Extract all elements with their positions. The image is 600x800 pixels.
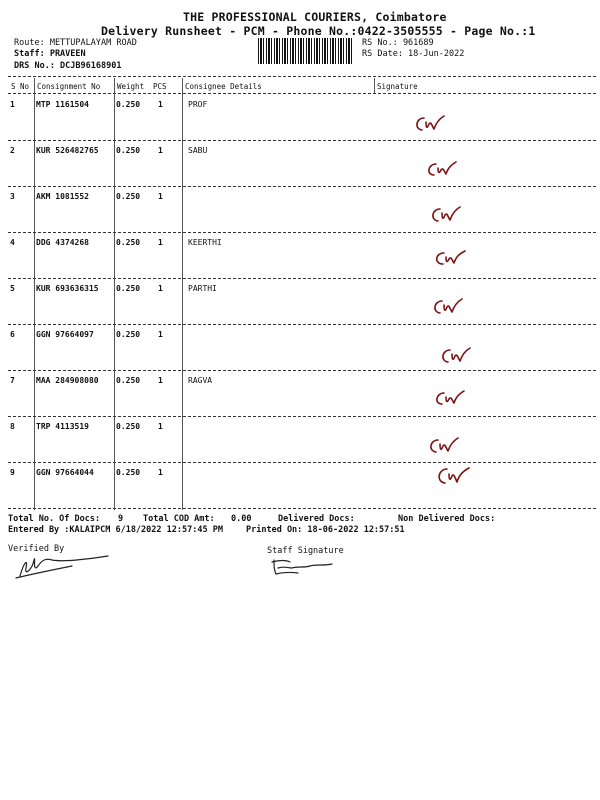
- drs-number: DRS No.: DCJB96168901: [14, 61, 122, 71]
- signature-mark-row-4: [432, 247, 476, 269]
- row-weight: 0.250: [116, 422, 141, 431]
- row-separator: [8, 232, 596, 233]
- row-pcs: 1: [158, 468, 163, 477]
- staff-signature-label: Staff Signature: [267, 546, 344, 556]
- row-consignment: GGN 97664097: [36, 330, 94, 339]
- rs-date: RS Date: 18-Jun-2022: [362, 49, 465, 59]
- row-weight: 0.250: [116, 192, 141, 201]
- row-separator: [8, 140, 596, 141]
- company-title: THE PROFESSIONAL COURIERS, Coimbatore: [183, 10, 447, 24]
- row-consignment: MAA 284908080: [36, 376, 99, 385]
- row-separator: [8, 462, 596, 463]
- row-consignment: GGN 97664044: [36, 468, 94, 477]
- signature-mark-row-1: [412, 113, 456, 135]
- col-header-weight: Weight: [117, 82, 145, 91]
- row-consignee: PARTHI: [188, 284, 217, 293]
- row-consignment: KUR 693636315: [36, 284, 99, 293]
- row-separator: [8, 278, 596, 279]
- row-sno: 9: [10, 468, 15, 477]
- signature-mark-row-5: [430, 296, 474, 318]
- row-sno: 4: [10, 238, 15, 247]
- row-consignee: RAGVA: [188, 376, 213, 385]
- row-consignee: SABU: [188, 146, 208, 155]
- table-header-rule: [8, 93, 596, 94]
- barcode-image: [258, 38, 354, 64]
- col-header-sno: S No: [11, 82, 30, 91]
- non-delivered-docs-label: Non Delivered Docs:: [398, 514, 496, 524]
- row-pcs: 1: [158, 146, 163, 155]
- table-top-rule: [8, 76, 596, 77]
- row-pcs: 1: [158, 192, 163, 201]
- row-weight: 0.250: [116, 468, 141, 477]
- signature-mark-row-9: [434, 464, 482, 488]
- entered-by: Entered By :KALAIPCM 6/18/2022 12:57:45 PM: [8, 525, 223, 535]
- verifier-signature: [12, 552, 112, 582]
- row-sno: 5: [10, 284, 15, 293]
- printed-on: Printed On: 18-06-2022 12:57:51: [246, 525, 405, 535]
- row-separator: [8, 416, 596, 417]
- col-header-consignment: Consignment No: [37, 82, 101, 91]
- total-cod-value: 0.00: [231, 514, 252, 524]
- row-sno: 8: [10, 422, 15, 431]
- row-weight: 0.250: [116, 284, 141, 293]
- row-weight: 0.250: [116, 146, 141, 155]
- rs-number: RS No.: 961689: [362, 38, 434, 48]
- row-sno: 2: [10, 146, 15, 155]
- row-weight: 0.250: [116, 100, 141, 109]
- row-sno: 6: [10, 330, 15, 339]
- row-weight: 0.250: [116, 330, 141, 339]
- row-pcs: 1: [158, 284, 163, 293]
- signature-mark-row-7: [432, 387, 476, 409]
- row-consignment: KUR 526482765: [36, 146, 99, 155]
- row-separator: [8, 508, 596, 509]
- delivered-docs-label: Delivered Docs:: [278, 514, 355, 524]
- col-header-consignee: Consignee Details: [185, 82, 262, 91]
- route-label: Route: METTUPALAYAM ROAD: [14, 38, 137, 48]
- staff-signature: [268, 556, 338, 578]
- row-pcs: 1: [158, 376, 163, 385]
- row-weight: 0.250: [116, 238, 141, 247]
- row-weight: 0.250: [116, 376, 141, 385]
- row-consignment: MTP 1161504: [36, 100, 89, 109]
- col-header-signature: Signature: [377, 82, 418, 91]
- runsheet-subtitle: Delivery Runsheet - PCM - Phone No.:0422-3505555 - Page No.:1: [101, 24, 536, 38]
- verified-by-label: Verified By: [8, 544, 65, 554]
- row-separator: [8, 324, 596, 325]
- row-sno: 3: [10, 192, 15, 201]
- row-sno: 7: [10, 376, 15, 385]
- row-sno: 1: [10, 100, 15, 109]
- staff-label: Staff: PRAVEEN: [14, 49, 86, 59]
- row-pcs: 1: [158, 238, 163, 247]
- signature-mark-row-2: [424, 158, 468, 180]
- signature-mark-row-6: [438, 345, 482, 367]
- row-pcs: 1: [158, 100, 163, 109]
- row-pcs: 1: [158, 422, 163, 431]
- col-header-pcs: PCS: [153, 82, 167, 91]
- signature-mark-row-3: [428, 204, 472, 226]
- column-divider: [114, 78, 115, 510]
- row-pcs: 1: [158, 330, 163, 339]
- row-consignee: PROF: [188, 100, 208, 109]
- signature-mark-row-8: [426, 435, 470, 457]
- column-divider: [374, 78, 375, 93]
- row-separator: [8, 186, 596, 187]
- total-docs-value: 9: [118, 514, 124, 524]
- total-docs-label: Total No. Of Docs:: [8, 514, 101, 524]
- row-separator: [8, 370, 596, 371]
- row-consignment: TRP 4113519: [36, 422, 89, 431]
- row-consignment: DDG 4374268: [36, 238, 89, 247]
- total-cod-label: Total COD Amt:: [143, 514, 215, 524]
- column-divider: [182, 78, 183, 510]
- column-divider: [34, 78, 35, 510]
- row-consignment: AKM 1081552: [36, 192, 89, 201]
- row-consignee: KEERTHI: [188, 238, 222, 247]
